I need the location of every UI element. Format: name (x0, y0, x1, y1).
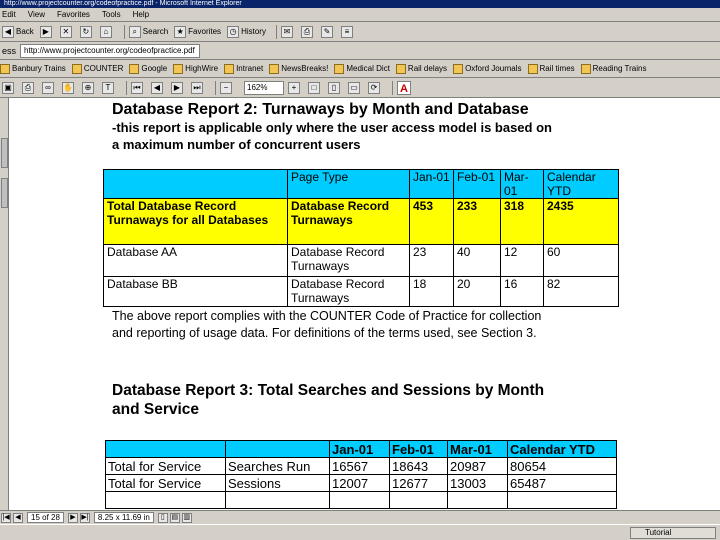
fit-page-icon: ▯ (328, 82, 340, 94)
first-page-icon[interactable]: |◀ (2, 513, 10, 521)
table-cell: 60 (544, 245, 619, 277)
edit-button[interactable] (321, 26, 335, 38)
table-cell: 2435 (544, 199, 619, 245)
zoom-out-button[interactable] (220, 82, 234, 94)
table-cell: 23 (410, 245, 454, 277)
table-cell: Database Record Turnaways (288, 199, 410, 245)
address-bar (0, 42, 720, 60)
table-header-cell: Feb-01 (454, 170, 501, 199)
first-page-icon: ⏮ (131, 82, 143, 94)
table-header-row (106, 441, 617, 458)
fit-page-button[interactable] (328, 82, 342, 94)
previous-page-icon: ◀ (151, 82, 163, 94)
table-row (106, 475, 617, 492)
forward-button[interactable] (40, 26, 54, 38)
link-page-icon (528, 64, 538, 74)
link-label: HighWire (185, 64, 219, 73)
actual-size-button[interactable] (308, 82, 322, 94)
link-page-icon (269, 64, 279, 74)
menu-view[interactable]: View (27, 10, 45, 19)
link-medical-dict[interactable] (334, 64, 390, 74)
report3-table (105, 440, 617, 509)
table-cell: Total for Service (106, 458, 226, 475)
table-cell: 65487 (508, 475, 617, 492)
history-icon: ◷ (227, 26, 239, 38)
rotate-button[interactable] (368, 82, 382, 94)
table-cell (226, 492, 330, 509)
save-pdf-button[interactable] (2, 82, 16, 94)
table-header-row (104, 170, 619, 199)
stop-icon: ✕ (60, 26, 72, 38)
back-arrow-icon: ◀ (2, 26, 14, 38)
table-cell: 80654 (508, 458, 617, 475)
address-input[interactable]: http://www.projectcounter.org/codeofpractice.pdf (20, 44, 200, 58)
table-cell: 16 (501, 277, 544, 307)
continuous-icon[interactable]: ▤ (171, 513, 179, 521)
next-page-icon: ▶ (171, 82, 183, 94)
table-cell: Sessions (226, 475, 330, 492)
table-cell (390, 492, 448, 509)
taskbar (0, 524, 720, 540)
table-cell: 40 (454, 245, 501, 277)
discuss-button[interactable] (341, 26, 355, 38)
history-button[interactable] (227, 26, 266, 38)
toolbar-separator (276, 25, 277, 39)
table-row (106, 492, 617, 509)
binoculars-icon: ∞ (42, 82, 54, 94)
table-cell (106, 492, 226, 509)
link-banbury-trains[interactable] (0, 64, 66, 74)
link-page-icon (396, 64, 406, 74)
link-label: Rail delays (407, 64, 448, 73)
menu-help[interactable]: Help (132, 10, 150, 19)
hand-tool-button[interactable] (62, 82, 76, 94)
table-cell (448, 492, 508, 509)
menu-bar (0, 8, 720, 22)
table-cell: 82 (544, 277, 619, 307)
print-icon: ⎙ (22, 82, 34, 94)
table-header-cell: Mar-01 (448, 441, 508, 458)
report2-footer-line1: The above report complies with the COUNTER Code of Practice for collection (112, 309, 542, 323)
single-page-icon[interactable]: ▯ (158, 513, 168, 523)
toolbar-separator (126, 81, 127, 95)
table-cell: 318 (501, 199, 544, 245)
link-page-icon (334, 64, 344, 74)
edit-icon: ✎ (321, 26, 333, 38)
zoom-icon: ⊕ (82, 82, 94, 94)
fit-width-button[interactable] (348, 82, 362, 94)
bookmarks-tab[interactable] (1, 138, 8, 168)
pdf-status-bar (0, 510, 720, 524)
refresh-button[interactable] (80, 26, 94, 38)
link-label: NewsBreaks! (281, 64, 329, 73)
link-highwire[interactable] (173, 64, 218, 74)
save-icon: ▣ (2, 82, 14, 94)
link-page-icon (453, 64, 463, 74)
link-page-icon (224, 64, 234, 74)
pdf-document-page (9, 98, 720, 510)
table-cell: Database Record Turnaways (288, 245, 410, 277)
back-button[interactable] (2, 26, 34, 38)
next-page-button[interactable] (171, 82, 185, 94)
link-label: Banbury Trains (12, 64, 66, 73)
table-row (106, 458, 617, 475)
table-header-cell (106, 441, 226, 458)
home-button[interactable] (100, 26, 114, 38)
table-header-cell: Jan-01 (410, 170, 454, 199)
table-header-cell: Calendar YTD (508, 441, 617, 458)
report3-title-line2: and Service (112, 401, 200, 418)
actual-size-icon: □ (308, 82, 320, 94)
link-page-icon (581, 64, 591, 74)
acrobat-toolbar (0, 78, 720, 98)
table-cell: 20 (454, 277, 501, 307)
favorites-icon: ★ (174, 26, 186, 38)
find-button[interactable] (42, 82, 56, 94)
refresh-icon: ↻ (80, 26, 92, 38)
table-cell: 453 (410, 199, 454, 245)
facing-icon[interactable]: ▥ (183, 513, 191, 521)
last-page-icon[interactable]: ▶| (81, 513, 89, 521)
previous-page-icon[interactable]: ◀ (13, 513, 23, 523)
zoom-out-icon: − (220, 82, 232, 94)
print-icon: ⎙ (301, 26, 313, 38)
link-label: Medical Dict (346, 64, 390, 73)
link-counter[interactable] (72, 64, 124, 74)
table-cell: 12007 (330, 475, 390, 492)
adobe-logo-icon[interactable]: A (397, 81, 411, 95)
taskbar-item-tutorial[interactable]: Tutorial (630, 527, 716, 539)
fit-width-icon: ▭ (348, 82, 360, 94)
zoom-in-icon: + (288, 82, 300, 94)
page-number-field[interactable]: 15 of 28 (27, 512, 64, 523)
report2-note-line1: -this report is applicable only where the user access model is based on (112, 120, 552, 135)
link-google[interactable] (129, 64, 167, 74)
link-newsbreaks[interactable] (269, 64, 328, 74)
table-cell: Total Database Record Turnaways for all Databases (104, 199, 288, 245)
table-cell: 13003 (448, 475, 508, 492)
link-page-icon (173, 64, 183, 74)
table-cell: 233 (454, 199, 501, 245)
table-header-cell: Feb-01 (390, 441, 448, 458)
text-select-icon: T (102, 82, 114, 94)
search-button[interactable] (129, 26, 168, 38)
link-oxford-journals[interactable] (453, 64, 521, 74)
thumbnails-tab[interactable] (1, 178, 8, 208)
table-cell (508, 492, 617, 509)
table-cell: Database Record Turnaways (288, 277, 410, 307)
table-header-cell: Jan-01 (330, 441, 390, 458)
table-row (104, 277, 619, 307)
link-page-icon (129, 64, 139, 74)
last-page-icon: ⏭ (191, 82, 203, 94)
back-label: Back (16, 27, 34, 36)
discuss-icon: ≡ (341, 26, 353, 38)
toolbar-separator (392, 81, 393, 95)
page-size-readout: 8.25 x 11.69 in (94, 512, 154, 523)
menu-favorites[interactable]: Favorites (57, 10, 90, 19)
navigation-pane (0, 98, 9, 510)
first-page-button[interactable] (131, 82, 145, 94)
last-page-button[interactable] (191, 82, 205, 94)
link-rail-times[interactable] (528, 64, 575, 74)
home-icon: ⌂ (100, 26, 112, 38)
table-cell: 18 (410, 277, 454, 307)
table-header-cell: Mar-01 (501, 170, 544, 199)
table-row (104, 245, 619, 277)
toolbar-separator (215, 81, 216, 95)
report2-table (103, 169, 619, 307)
zoom-in-button[interactable] (288, 82, 302, 94)
print-button[interactable] (301, 26, 315, 38)
mail-button[interactable] (281, 26, 295, 38)
menu-tools[interactable]: Tools (101, 10, 121, 19)
links-bar (0, 60, 720, 78)
report2-title: Database Report 2: Turnaways by Month and Database (112, 101, 529, 118)
table-cell: Total for Service (106, 475, 226, 492)
table-header-cell: Calendar YTD (544, 170, 619, 199)
table-header-cell: Page Type (288, 170, 410, 199)
zoom-level-input[interactable]: 162% (244, 81, 284, 95)
link-label: Rail times (539, 64, 575, 73)
report2-note-line2: a maximum number of concurrent users (112, 137, 361, 152)
search-label: Search (142, 27, 169, 36)
table-cell: 12677 (390, 475, 448, 492)
hand-icon: ✋ (63, 82, 73, 92)
table-cell: 20987 (448, 458, 508, 475)
link-page-icon (0, 64, 10, 74)
table-header-cell (104, 170, 288, 199)
favorites-button[interactable] (174, 26, 221, 38)
table-cell (330, 492, 390, 509)
link-label: Intranet (236, 64, 264, 73)
window-title: http://www.projectcounter.org/codeofpractice.pdf - Microsoft Internet Explorer (0, 0, 720, 8)
search-icon: ⌕ (129, 26, 141, 38)
table-cell: Searches Run (226, 458, 330, 475)
history-label: History (241, 27, 266, 36)
previous-page-button[interactable] (151, 82, 165, 94)
report3-title-line1: Database Report 3: Total Searches and Sessions by Month (112, 382, 545, 399)
rotate-icon: ⟳ (368, 82, 380, 94)
table-header-cell (226, 441, 330, 458)
forward-arrow-icon: ▶ (40, 26, 52, 38)
link-reading-trains[interactable] (581, 64, 647, 74)
link-label: Reading Trains (592, 64, 647, 73)
link-page-icon (72, 64, 82, 74)
table-cell: Database BB (104, 277, 288, 307)
report2-footer-line2: and reporting of usage data. For definitions of the terms used, see Section 3. (112, 326, 537, 340)
table-cell: 16567 (330, 458, 390, 475)
next-page-icon[interactable]: ▶ (68, 513, 78, 523)
table-cell: Database AA (104, 245, 288, 277)
toolbar-separator (124, 25, 125, 39)
address-label: ess (2, 45, 17, 56)
select-text-button[interactable] (102, 82, 116, 94)
table-cell: 18643 (390, 458, 448, 475)
zoom-tool-button[interactable] (82, 82, 96, 94)
link-label: Oxford Journals (465, 64, 522, 73)
link-label: COUNTER (83, 64, 124, 73)
link-rail-delays[interactable] (396, 64, 447, 74)
favorites-label: Favorites (188, 27, 222, 36)
link-label: Google (141, 64, 168, 73)
print-pdf-button[interactable] (22, 82, 36, 94)
mail-icon: ✉ (281, 26, 293, 38)
menu-edit[interactable]: Edit (2, 10, 16, 19)
stop-button[interactable] (60, 26, 74, 38)
link-intranet[interactable] (224, 64, 263, 74)
table-row (104, 199, 619, 245)
table-cell: 12 (501, 245, 544, 277)
standard-toolbar (0, 22, 720, 42)
